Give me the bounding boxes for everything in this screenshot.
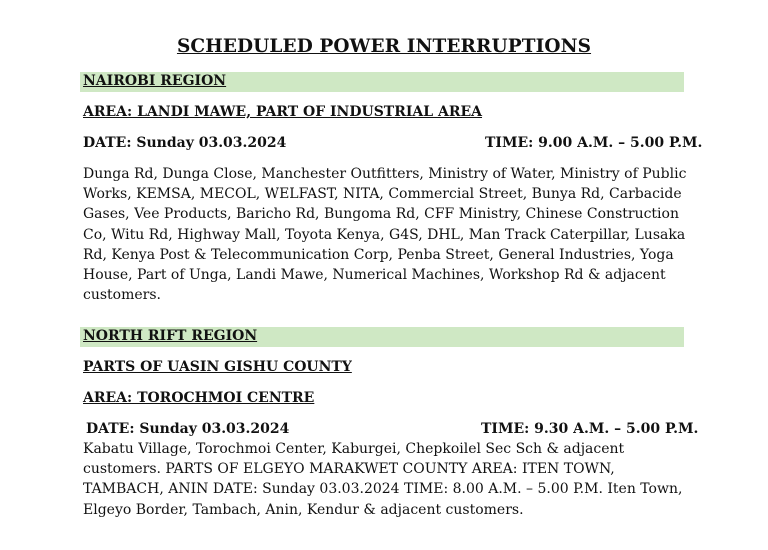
affected-locations: Dunga Rd, Dunga Close, Manchester Outfitters, Ministry of Water, Ministry of Public Works, KEMSA, MECOL, WELFAST, NITA, Commercial Street, Bunya Rd, Carbacide Gases, Vee Products, Baricho Rd, Bungoma Rd, CFF Ministry, Chinese Construction Co, Witu Rd, Highway Mall, Toyota Kenya, G4S, DHL, Man Track Caterpillar, Lusaka Rd, Kenya Post & Telecommunication Corp, Penba Street, General Industries, Yoga House, Part of Unga, Landi Mawe, Numerical Machines, Workshop Rd & adjacent customers.: [83, 166, 687, 304]
region-header-north-rift: [80, 327, 684, 347]
affected-locations: Kabatu Village, Torochmoi Center, Kaburgei, Chepkoilel Sec Sch & adjacent customers. PARTS OF ELGEYO MARAKWET COUNTY AREA: ITEN TOWN, TAMBACH, ANIN DATE: Sunday 03.03.2024 TIME: 8.00 A.M. – 5.00 P.M. Iten Town, Elgeyo Border, Tambach, Anin, Kendur & adjacent customers.: [83, 441, 683, 518]
date-label: DATE: Sunday 03.03.2024: [86, 421, 290, 437]
time-label: TIME: 9.00 A.M. – 5.00 P.M.: [485, 135, 703, 151]
region-header-nairobi: [80, 72, 684, 92]
county-heading: PARTS OF UASIN GISHU COUNTY: [83, 359, 352, 375]
date-label: DATE: Sunday 03.03.2024: [83, 135, 287, 151]
page-title: SCHEDULED POWER INTERRUPTIONS: [176, 36, 592, 57]
region-label: NORTH RIFT REGION: [83, 328, 258, 344]
time-label: TIME: 9.30 A.M. – 5.00 P.M.: [481, 421, 699, 437]
area-heading: AREA: LANDI MAWE, PART OF INDUSTRIAL AREA: [83, 104, 483, 120]
region-label: NAIROBI REGION: [83, 73, 227, 89]
area-heading: AREA: TOROCHMOI CENTRE: [83, 390, 315, 406]
